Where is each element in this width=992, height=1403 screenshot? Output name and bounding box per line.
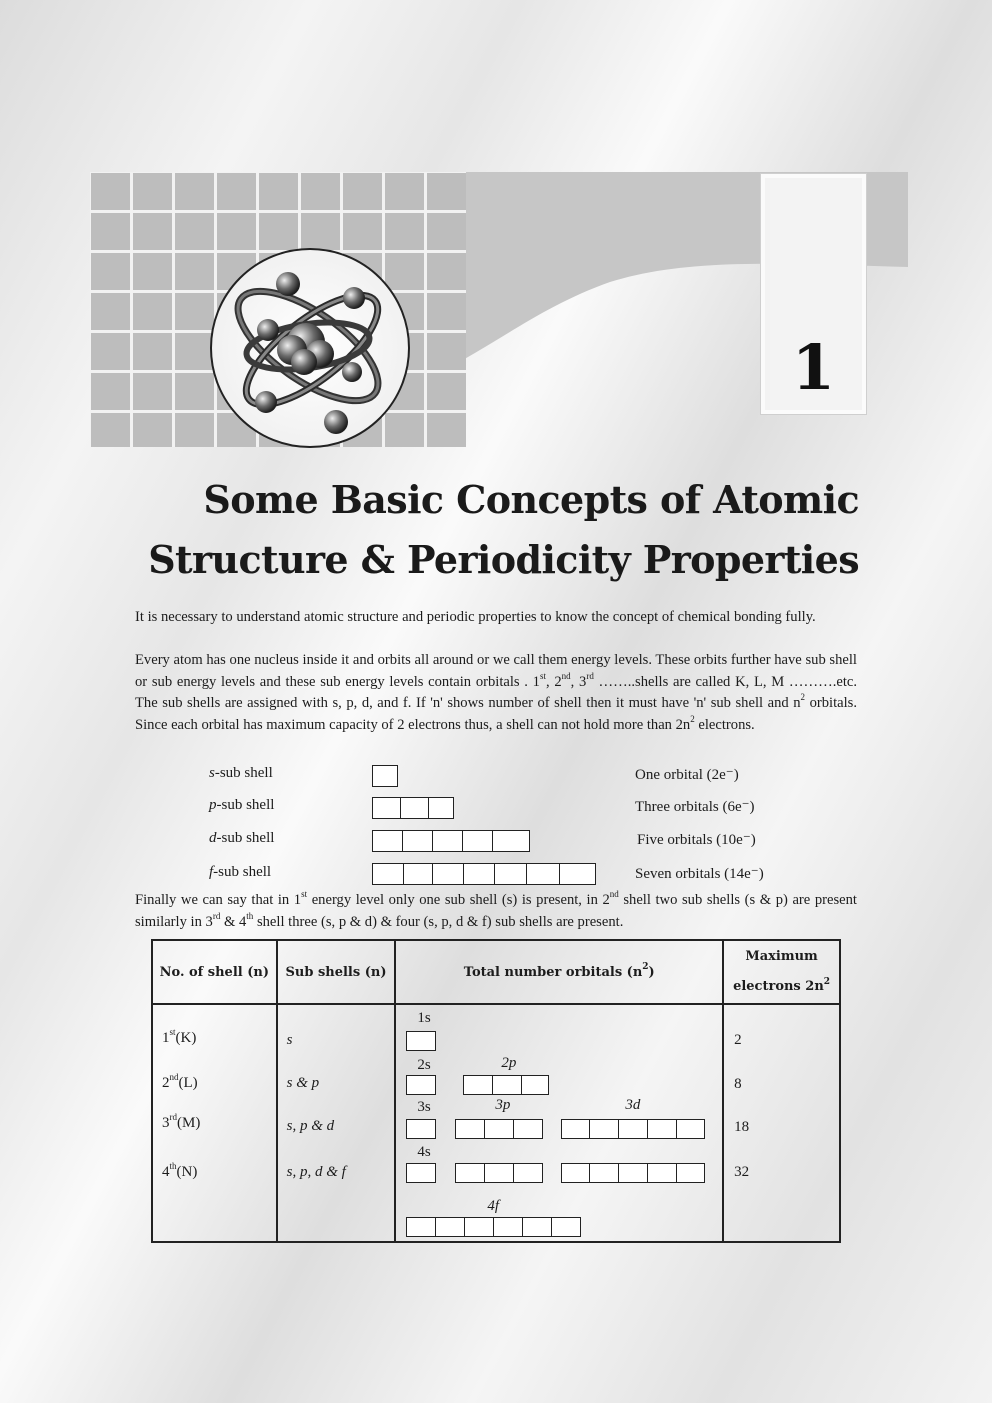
max-1: 2 [734, 1032, 742, 1048]
intro-paragraph-2: Every atom has one nucleus inside it and orbits all around or we call them energy levels. These orbits further have sub shell or sub energy levels and these sub energy levels contain orbitals . 1st, 2nd, 3rd ……..shells are called K, L, M ……….etc. The sub shells are assigned with s, p, d, and f. If 'n' shows number of shell then it must have 'n' sub shell and $n^2$ orbitals. Since each orbital has maximum capacity of 2 electrons thus, a shell can not hold more than $2n^2$ electrons. [135, 652, 858, 733]
subshells-4: s, p, d & f [286, 1164, 346, 1180]
label-3p: 3p [495, 1097, 511, 1113]
atom-icon [208, 246, 412, 450]
shell-2: 2nd(L) [162, 1072, 198, 1091]
max-4: 32 [734, 1164, 750, 1180]
orbitals-column [395, 1004, 723, 1242]
header-orbitals: Total number orbitals $(n^2)$ [395, 940, 723, 1004]
orbital-2s [406, 1075, 436, 1095]
orbital-boxes-d [372, 830, 530, 852]
label-1s: 1s [417, 1010, 431, 1026]
chapter-title [148, 470, 859, 590]
table-body-row [152, 1004, 840, 1242]
subshell-label-d: d-sub shell [209, 830, 275, 846]
label-3d: 3d [625, 1097, 641, 1113]
subshells-1: s [286, 1032, 293, 1048]
label-2p: 2p [501, 1055, 517, 1071]
orbital-boxes-s [372, 765, 398, 787]
orbital-2p [463, 1075, 549, 1095]
subshell-label-f: f-sub shell [209, 864, 272, 880]
chapter-title-line-2: Structure & Periodicity Properties [148, 537, 859, 582]
max-electrons-column [723, 1004, 840, 1242]
label-4s: 4s [417, 1144, 431, 1160]
orbital-3p [455, 1119, 543, 1139]
chapter-title-line-1: Some Basic Concepts of Atomic [203, 477, 859, 522]
chapter-number-box [761, 174, 866, 414]
orbital-4p [455, 1163, 543, 1183]
label-2s: 2s [417, 1057, 431, 1073]
label-3s: 3s [417, 1099, 431, 1115]
shell-4: 4th(N) [162, 1161, 198, 1180]
subshell-label-s: s-sub shell [209, 765, 273, 781]
label-4f: 4f [487, 1198, 500, 1214]
header-max-electrons: Maximum electrons $2n^2$ [723, 940, 840, 1004]
orbital-boxes-f [372, 863, 596, 885]
shell-1: 1st(K) [162, 1027, 197, 1046]
orbital-3d [561, 1119, 705, 1139]
finally-paragraph: Finally we can say that in 1st energy level only one sub shell (s) is present, in 2nd shell two sub shells (s & p) are present similarly in 3rd & 4th shell three (s, p & d) & four (s, p, d & f) sub shells are present. [135, 889, 857, 930]
subshell-desc-s: One orbital (2e⁻) [635, 767, 739, 783]
max-3: 18 [734, 1119, 750, 1135]
orbital-4d [561, 1163, 705, 1183]
subshells-column [277, 1004, 396, 1242]
subshell-label-p: p-sub shell [209, 797, 275, 813]
subshells-2: s & p [286, 1075, 320, 1091]
orbital-1s [406, 1031, 436, 1051]
subshell-desc-p: Three orbitals (6e⁻) [635, 799, 755, 815]
subshell-desc-d: Five orbitals (10e⁻) [637, 832, 756, 848]
orbital-3s [406, 1119, 436, 1139]
table-header-row [152, 940, 840, 1004]
shell-3: 3rd(M) [162, 1112, 201, 1131]
orbital-4s [406, 1163, 436, 1183]
max-2: 8 [734, 1076, 742, 1092]
intro-paragraph-1: It is necessary to understand atomic structure and periodic properties to know the concept of chemical bonding fully. [135, 609, 816, 625]
subshells-3: s, p & d [286, 1118, 335, 1134]
chapter-number: 1 [791, 331, 836, 404]
header-shell: No. of shell (n) [152, 940, 277, 1004]
shells-table [151, 939, 841, 1243]
orbital-boxes-p [372, 797, 454, 819]
shell-column [152, 1004, 277, 1242]
header-subshells: Sub shells (n) [277, 940, 396, 1004]
subshell-desc-f: Seven orbitals (14e⁻) [635, 866, 764, 882]
orbital-4f [406, 1217, 581, 1237]
